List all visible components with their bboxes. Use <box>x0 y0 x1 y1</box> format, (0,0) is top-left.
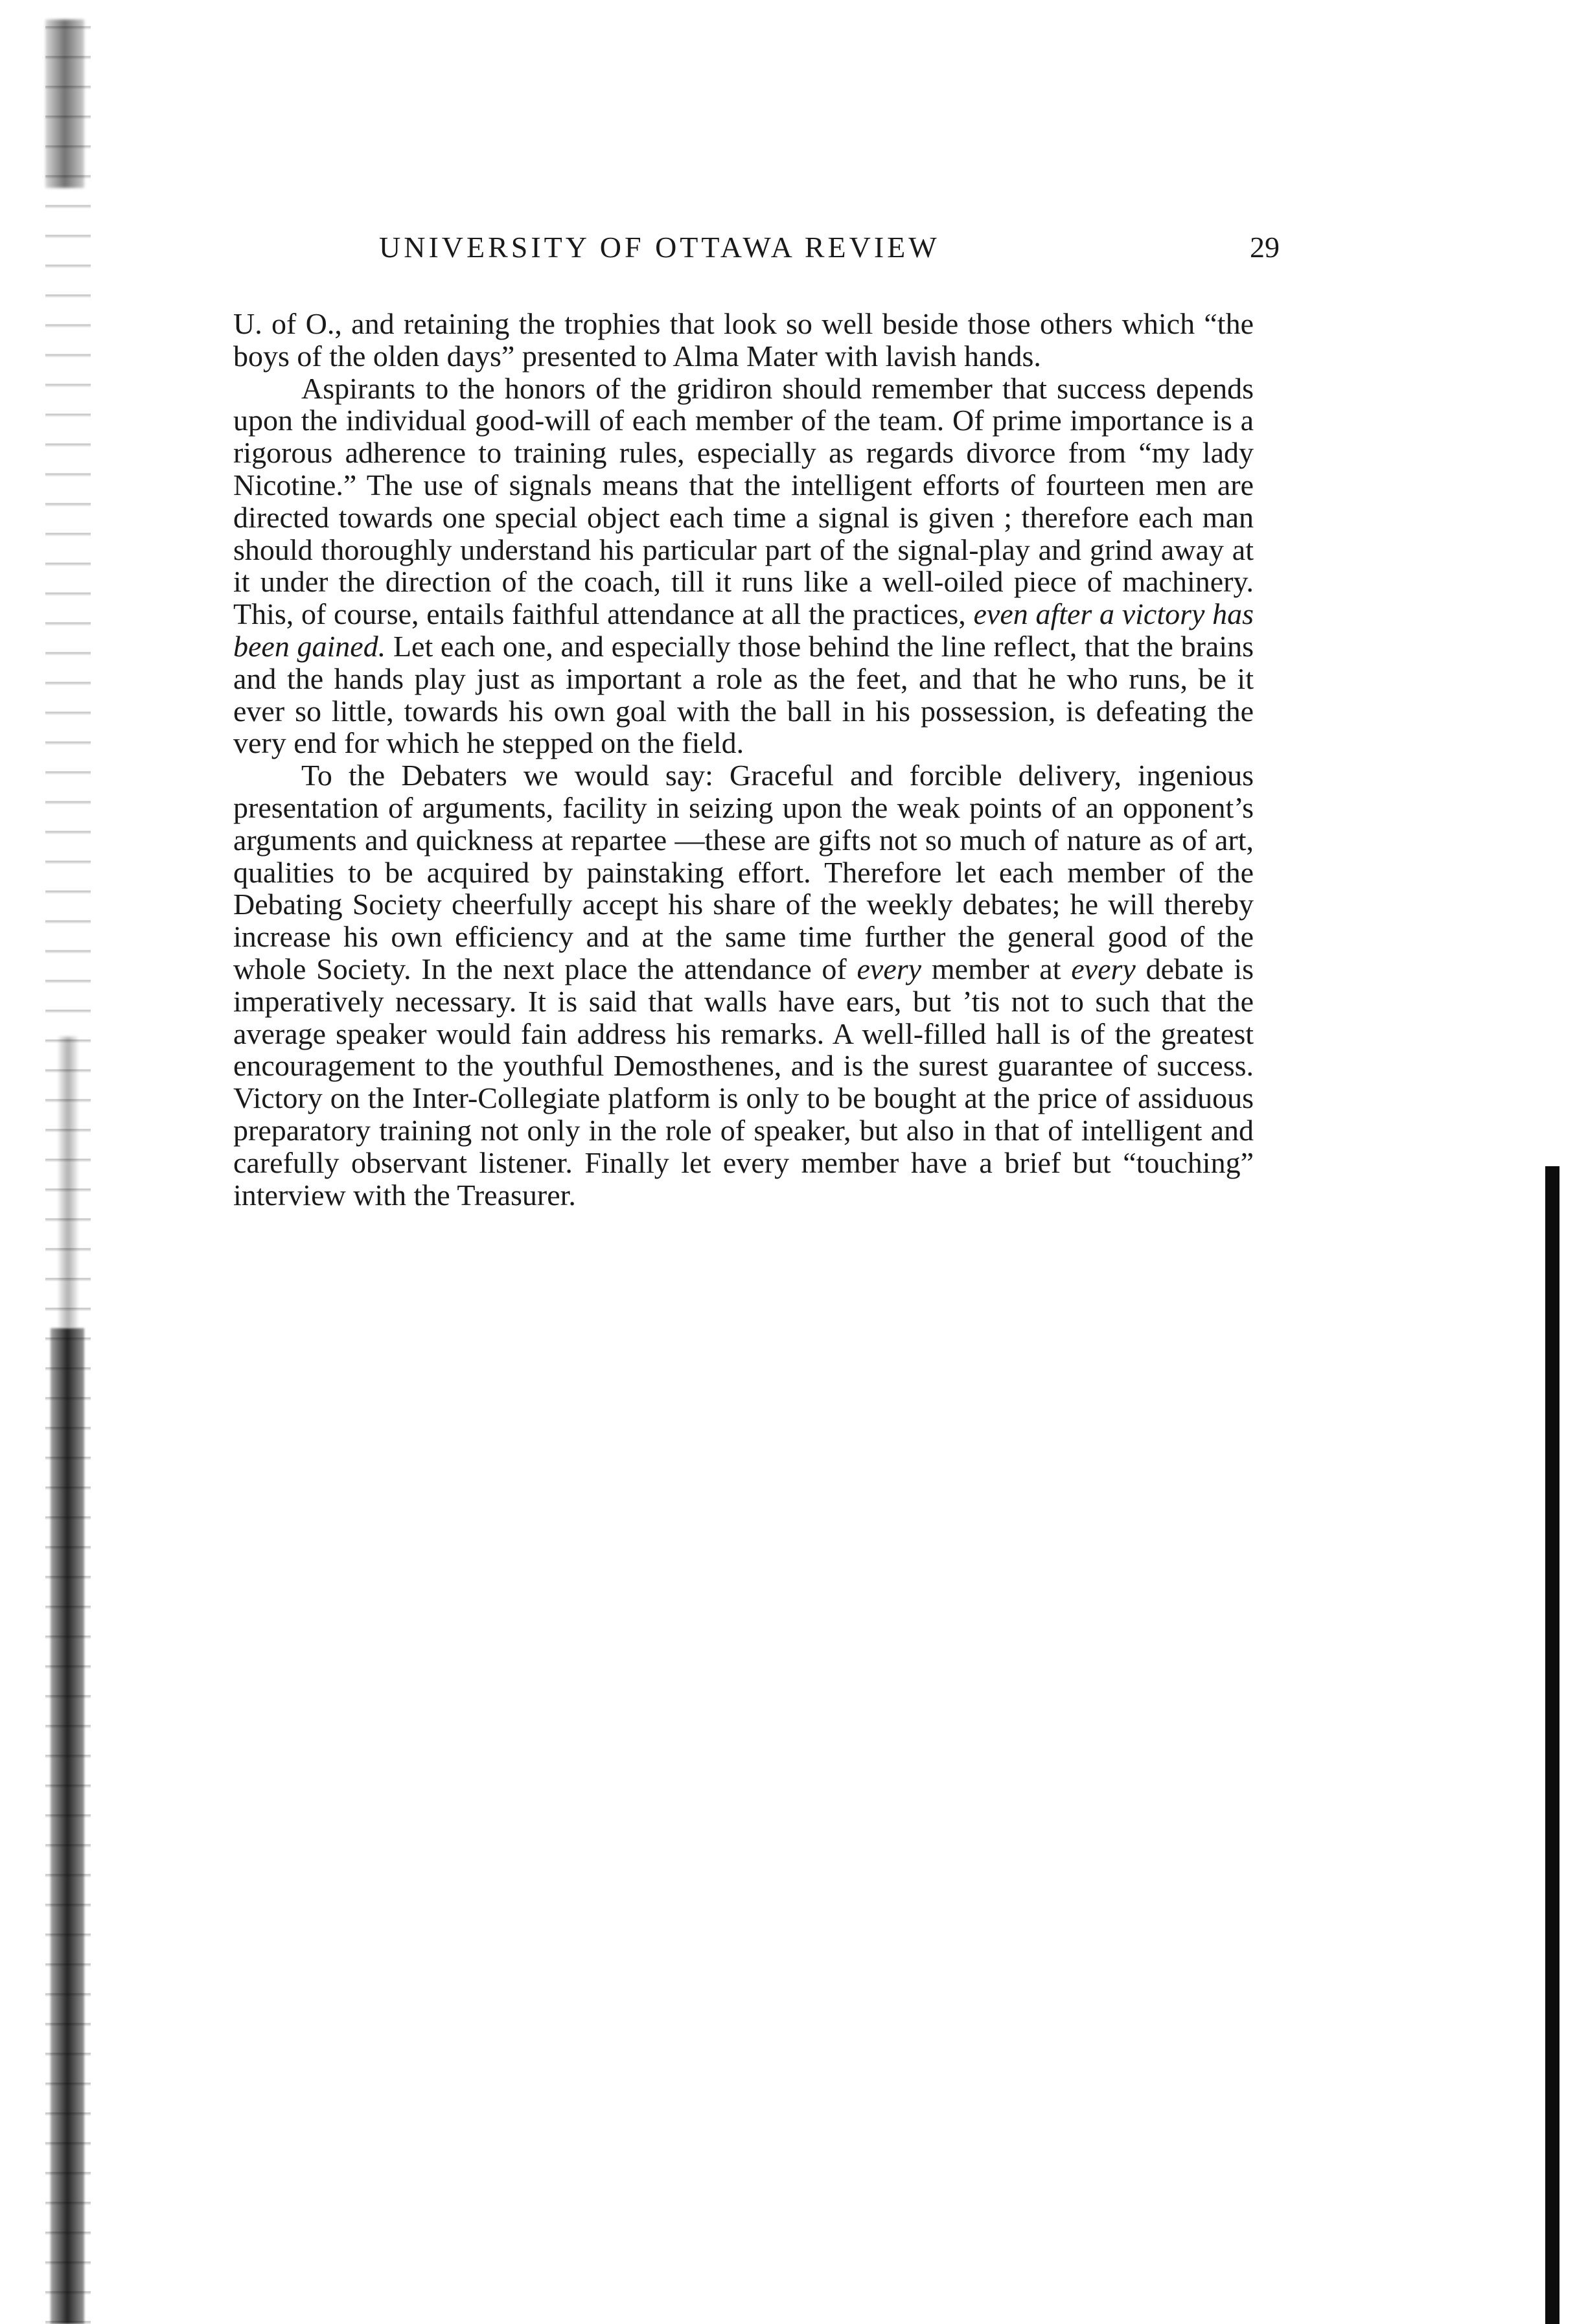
running-head: UNIVERSITY OF OTTAWA REVIEW <box>379 231 940 264</box>
binding-smudge-mid <box>58 1037 78 1328</box>
paragraph-3 <box>233 759 1254 1211</box>
paragraph-2-text-b: Let each one, and especially those behind the line reflect, that the brains and the hands play just as important a role as the feet, and that he who runs, be it ever so little, towards his own goal with the ball in his possession, is defeating the very end for which he stepped on the field. <box>233 629 1254 760</box>
paragraph-1-text: U. of O., and retaining the trophies that look so well beside those others which “the boys of the olden days” presented to Alma Mater with lavish hands. <box>233 307 1254 373</box>
paragraph-3-text-a: To the Debaters we would say: Graceful and forcible delivery, ingenious presentation of arguments, facility in seizing upon the weak points of an opponent’s arguments and quickness at repartee —these are gifts not so much of nature as of art, qualities to be acquired by painstaking effort. Therefore let each member of the Debating Society cheerfully accept his share of the weekly debates; he will thereby increase his own efficiency and at the same time further the general good of the whole Society. In the next place the attendance of <box>233 759 1254 985</box>
paragraph-3-text-b: member at <box>931 952 1061 985</box>
page-number: 29 <box>1250 231 1280 264</box>
paragraph-2-italic: even after a victory has been gained. <box>233 597 1254 663</box>
right-edge-shadow <box>1545 1166 1559 2324</box>
binding-smudge-top <box>45 19 84 188</box>
page-header <box>379 230 1280 275</box>
paragraph-1 <box>233 308 1254 373</box>
binding-smudge-bottom <box>51 1328 84 2324</box>
article-body <box>233 308 1254 1211</box>
paragraph-2 <box>233 373 1254 760</box>
paragraph-3-text-c: debate is imperatively necessary. It is said that walls have ears, but ’tis not to such that the average speaker would fain address his remarks. A well-filled hall is of the greatest encouragement to the youthful Demosthenes, and is the surest guarantee of success. Victory on the Inter-Collegiate platform is only to be bought at the price of assiduous preparatory training not only in the role of speaker, but also in that of intelligent and carefully observant listener. Finally let every member have a brief but “touching” interview with the Treasurer. <box>233 952 1254 1212</box>
paragraph-2-text-a: Aspirants to the honors of the gridiron should remember that success depends upon the individual good-will of each member of the team. Of prime importance is a rigorous adherence to training rules, especially as regards divorce from “my lady Nicotine.” The use of signals means that the intelligent efforts of fourteen men are directed towards one special object each time a signal is given ; therefore each man should thoroughly understand his particular part of the signal-play and grind away at it under the direction of the coach, till it runs like a well-oiled piece of machinery. This, of course, entails faithful attendance at all the practices, <box>233 371 1254 631</box>
paragraph-3-italic-1: every <box>857 952 922 985</box>
binding-edge-shadow <box>45 0 91 2324</box>
paragraph-3-italic-2: every <box>1071 952 1136 985</box>
